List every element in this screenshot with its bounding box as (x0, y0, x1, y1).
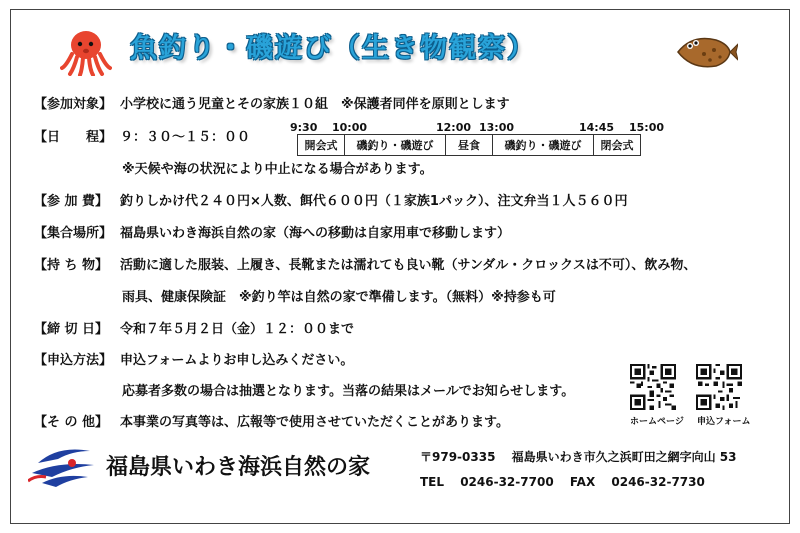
flatfish-icon (672, 30, 738, 74)
page-title: 魚釣り・磯遊び（生き物観察） (130, 33, 536, 64)
homepage-qr-code[interactable] (630, 364, 676, 410)
bring-label: 【持 ち 物】 (34, 258, 109, 273)
meeting-text: 福島県いわき海浜自然の家（海への移動は自家用車で移動します） (120, 226, 511, 241)
facility-logo (28, 443, 100, 491)
fee-text: 釣りしかけ代２４０円×人数、餌代６００円（１家族1パック）、注文弁当１人５６０円 (120, 194, 628, 209)
participants-row (34, 97, 510, 113)
apply-text-2: 応募者多数の場合は抽選となります。当落の結果はメールでお知らせします。 (122, 384, 575, 399)
schedule-cell: 磯釣り・磯遊び (493, 135, 594, 156)
meeting-label: 【集合場所】 (34, 226, 113, 241)
fee-row (34, 194, 627, 210)
table-row (298, 135, 641, 156)
apply-text: 申込フォームよりお申し込みください。 (120, 353, 354, 368)
homepage-qr-label: ホームページ (630, 417, 684, 427)
schedule-label: 【日 程】 (34, 130, 113, 145)
other-label: 【そ の 他】 (34, 415, 109, 430)
form-qr-label: 申込フォーム (697, 417, 751, 427)
schedule-cell: 開会式 (298, 135, 345, 156)
apply-label: 【申込方法】 (34, 353, 113, 368)
other-text: 本事業の写真等は、広報等で使用させていただくことがあります。 (120, 415, 509, 430)
other-row (34, 415, 509, 431)
organization-name: 福島県いわき海浜自然の家 (106, 455, 371, 480)
time-label: 13:00 (479, 121, 515, 134)
time-label: 12:00 (436, 121, 472, 134)
bring-text: 活動に適した服装、上履き、長靴または濡れても良い靴（サンダル・クロックスは不可）、飲み物、 (120, 258, 697, 273)
schedule-table (297, 134, 641, 156)
schedule-text: ９：３０～１５：００ (120, 130, 251, 145)
meeting-row (34, 226, 510, 242)
schedule-note: ※天候や海の状況により中止になる場合があります。 (122, 162, 433, 177)
form-qr-code[interactable] (696, 364, 742, 410)
time-label: 9:30 (290, 121, 318, 134)
schedule-row (34, 130, 250, 146)
schedule-cell: 磯釣り・磯遊び (345, 135, 446, 156)
time-label: 15:00 (629, 121, 665, 134)
bring-text-2: 雨具、健康保険証 ※釣り竿は自然の家で準備します。（無料）※持参も可 (122, 290, 556, 305)
deadline-row (34, 322, 354, 338)
apply-row (34, 353, 353, 369)
participants-label: 【参加対象】 (34, 97, 113, 112)
time-label: 14:45 (579, 121, 615, 134)
fee-label: 【参 加 費】 (34, 194, 109, 209)
bring-row (34, 258, 696, 274)
schedule-cell: 昼食 (446, 135, 493, 156)
schedule-cell: 閉会式 (594, 135, 641, 156)
participants-text: 小学校に通う児童とその家族１０組 ※保護者同伴を原則とします (120, 97, 510, 112)
deadline-label: 【締 切 日】 (34, 322, 109, 337)
octopus-icon (60, 28, 112, 76)
time-label: 10:00 (332, 121, 368, 134)
deadline-text: 令和７年５月２日（金）１２：００まで (120, 322, 355, 337)
address: 〒979-0335 福島県いわき市久之浜町田之網字向山 53 (420, 450, 737, 464)
contact-phone-fax: TEL 0246-32-7700 FAX 0246-32-7730 (420, 475, 705, 489)
